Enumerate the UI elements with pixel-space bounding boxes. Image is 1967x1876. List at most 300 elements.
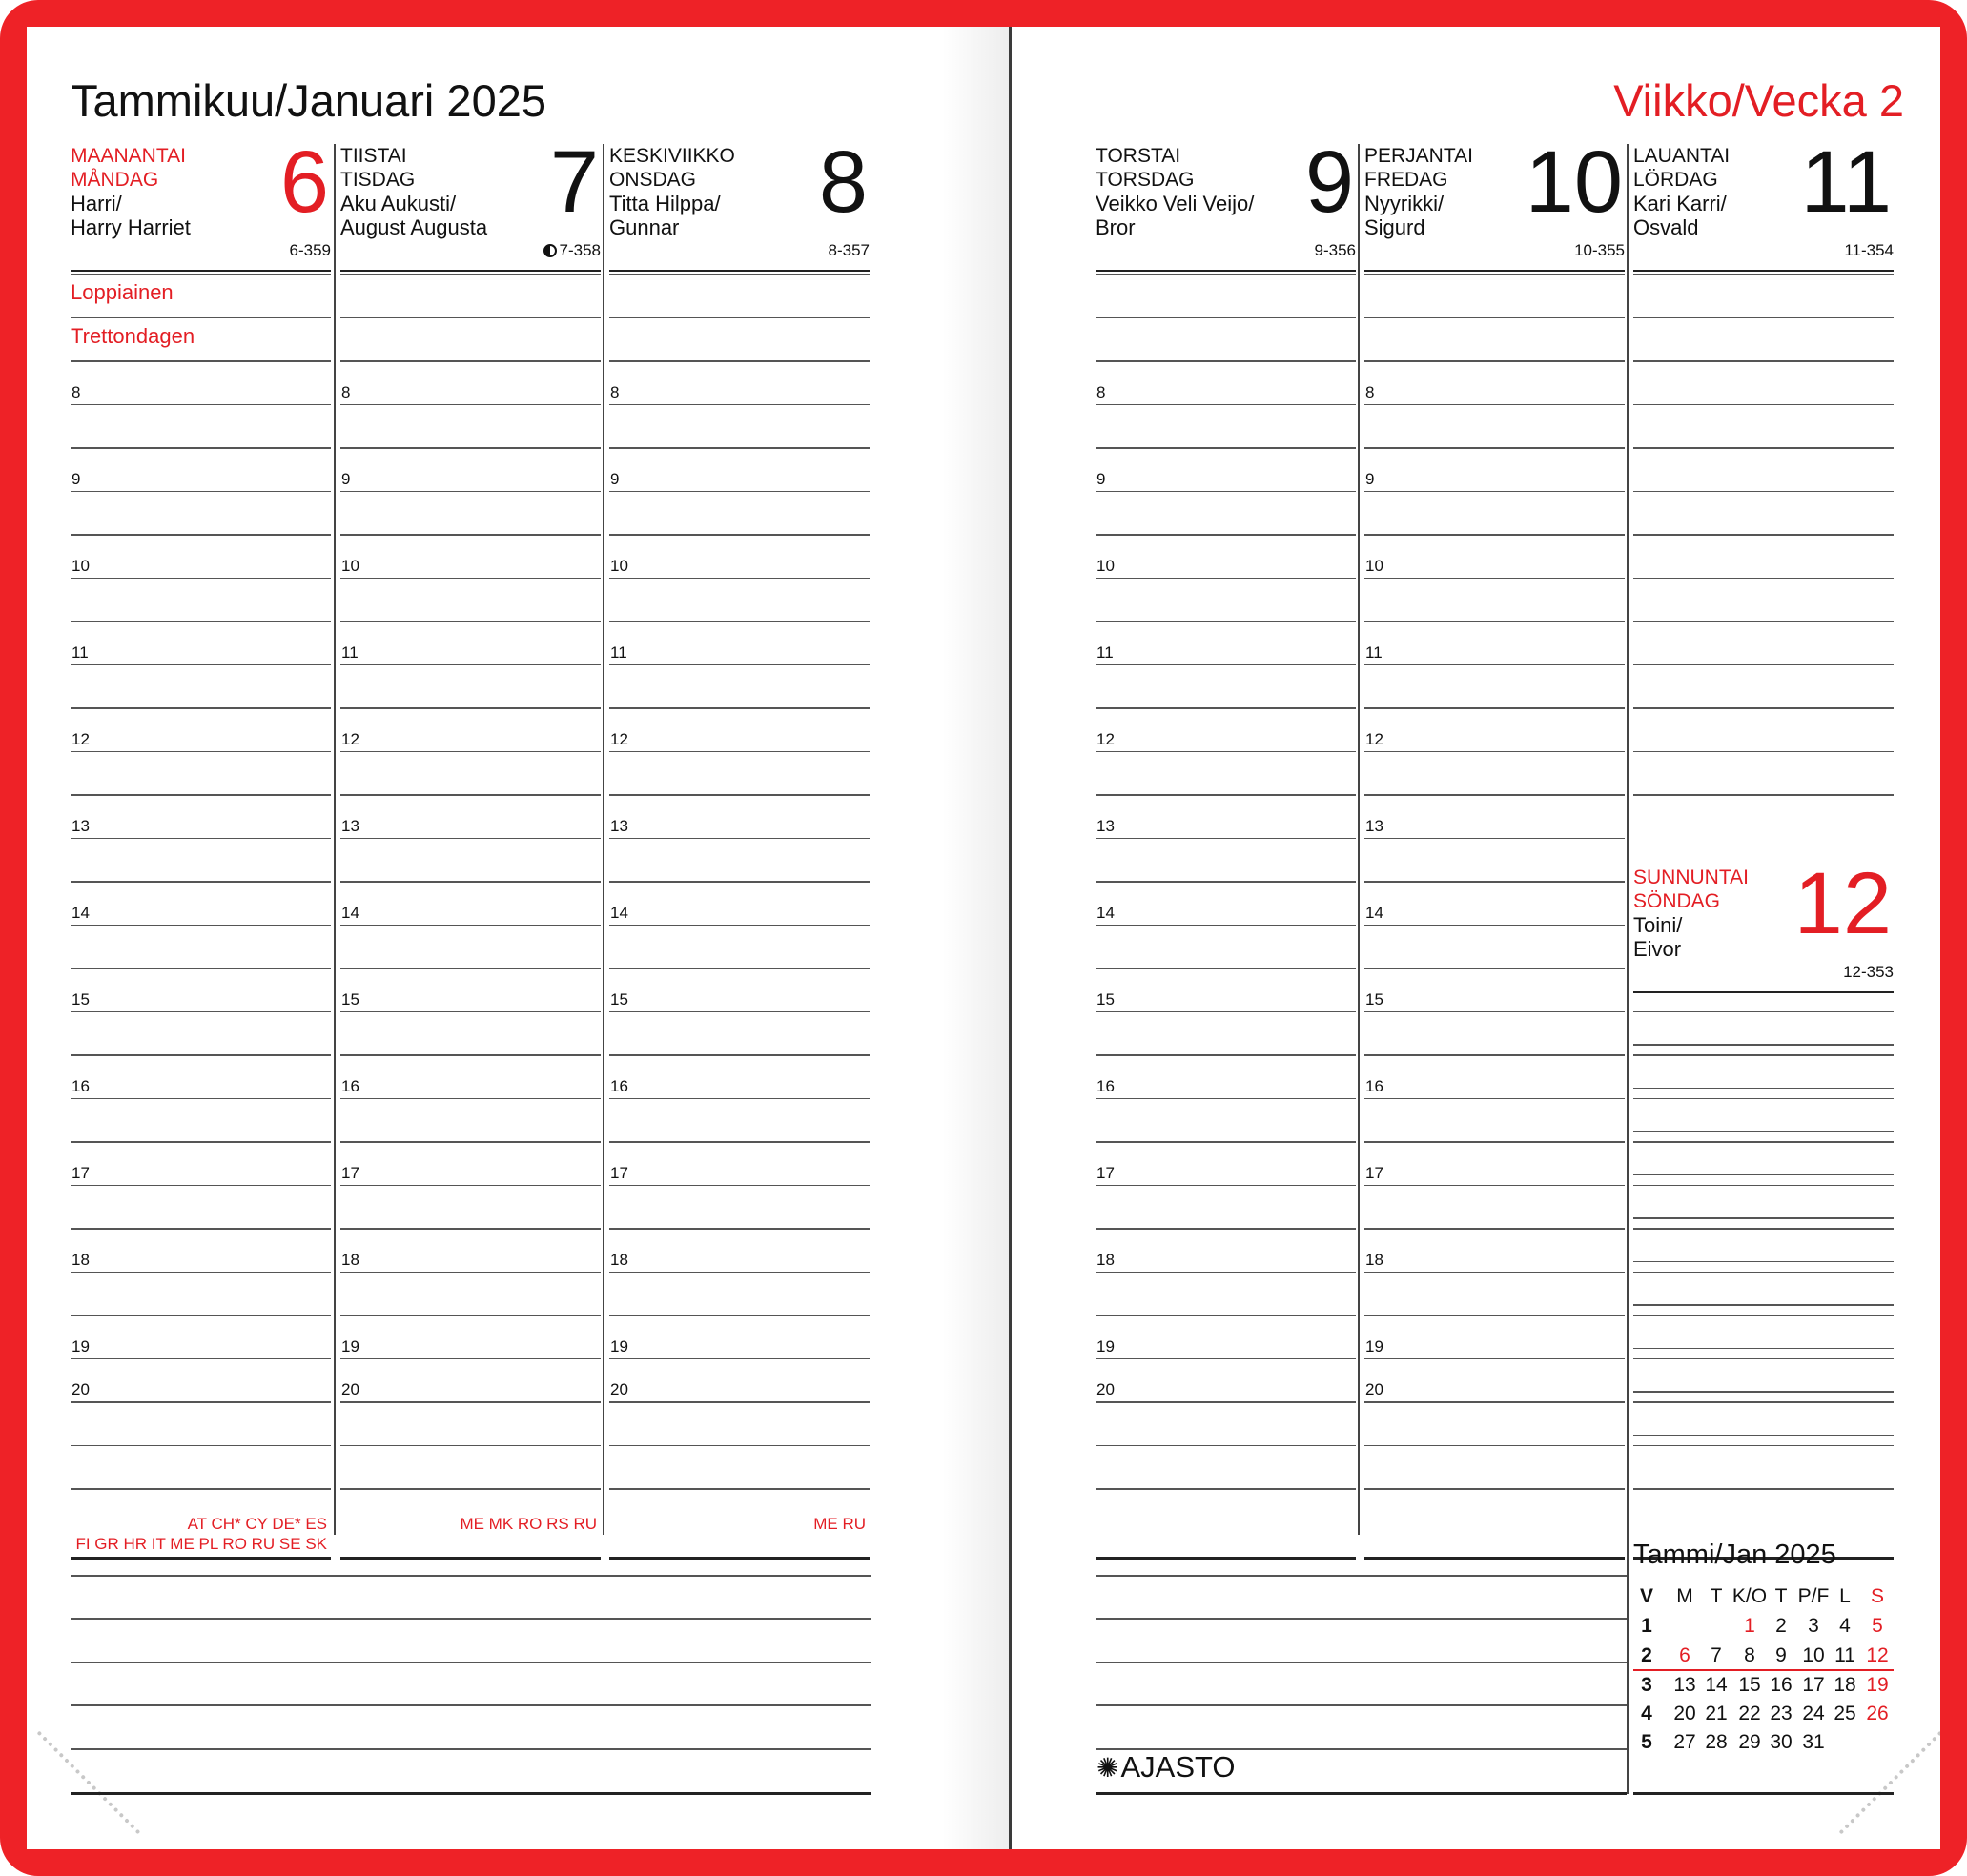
ruled-line bbox=[1633, 1348, 1894, 1350]
weekday-fi: LAUANTAI bbox=[1633, 145, 1731, 167]
name-day-fi: Titta Hilppa/ bbox=[609, 192, 721, 215]
ruled-line bbox=[340, 621, 601, 622]
ruled-line bbox=[340, 534, 601, 536]
mini-calendar-title: Tammi/Jan 2025 bbox=[1633, 1540, 1836, 1570]
ruled-line bbox=[71, 1401, 331, 1403]
hour-label: 8 bbox=[72, 382, 81, 401]
ruled-line bbox=[1364, 1011, 1625, 1013]
spine-shadow bbox=[942, 27, 1009, 1849]
ruled-line bbox=[609, 447, 870, 449]
ruled-line bbox=[71, 925, 331, 927]
ruled-line bbox=[71, 1054, 331, 1056]
ruled-line bbox=[71, 1011, 331, 1013]
ruled-line bbox=[1096, 360, 1356, 362]
ruled-line bbox=[1633, 1435, 1894, 1437]
ruled-line bbox=[1633, 534, 1894, 536]
ruled-line bbox=[340, 881, 601, 883]
corner-stitch-right bbox=[1839, 1731, 1940, 1835]
calendar-day-cell: 7 bbox=[1711, 1644, 1722, 1666]
ruled-line bbox=[609, 534, 870, 536]
ruled-line bbox=[1364, 317, 1625, 319]
day-number: 9 bbox=[1304, 133, 1354, 231]
calendar-day-cell: 27 bbox=[1673, 1731, 1696, 1753]
weekday-sv: SÖNDAG bbox=[1633, 890, 1721, 912]
ruled-line bbox=[1633, 1401, 1894, 1403]
notes-line bbox=[1096, 1662, 1627, 1663]
ruled-line bbox=[71, 1272, 331, 1274]
ruled-line bbox=[340, 925, 601, 927]
calendar-day-cell: 3 bbox=[1641, 1674, 1652, 1696]
ruled-line bbox=[609, 491, 870, 493]
notes-line bbox=[71, 1748, 871, 1750]
ruled-line bbox=[1633, 1174, 1894, 1176]
calendar-day-cell: 6 bbox=[1679, 1644, 1690, 1666]
ruled-line bbox=[1633, 707, 1894, 709]
corner-stitch-left bbox=[37, 1731, 141, 1835]
hour-label: 13 bbox=[1365, 816, 1383, 835]
hour-label: 13 bbox=[1096, 816, 1115, 835]
hour-label: 18 bbox=[610, 1250, 628, 1269]
name-day-fi: Toini/ bbox=[1633, 913, 1683, 937]
ruled-line bbox=[340, 1098, 601, 1100]
ruled-line bbox=[1633, 317, 1894, 319]
hour-label: 16 bbox=[610, 1076, 628, 1095]
hour-label: 20 bbox=[341, 1380, 359, 1398]
weekday-sv: ONSDAG bbox=[609, 169, 697, 191]
ruled-line bbox=[340, 491, 601, 493]
day-number: 12 bbox=[1793, 855, 1892, 952]
ruled-line bbox=[340, 578, 601, 580]
ruled-line bbox=[1364, 925, 1625, 927]
ruled-line bbox=[1364, 404, 1625, 406]
hour-label: 12 bbox=[72, 729, 90, 748]
hour-label: 14 bbox=[610, 903, 628, 922]
notes-line bbox=[71, 1618, 871, 1620]
calendar-header-cell: P/F bbox=[1797, 1585, 1830, 1607]
day-of-year-text: 8-357 bbox=[828, 241, 870, 259]
ruled-line bbox=[1364, 751, 1625, 753]
hour-label: 18 bbox=[1096, 1250, 1115, 1269]
ruled-line bbox=[71, 664, 331, 666]
hour-label: 19 bbox=[1365, 1336, 1383, 1356]
hour-label: 15 bbox=[341, 989, 359, 1009]
weekday-fi: TIISTAI bbox=[340, 145, 407, 167]
hour-label: 10 bbox=[1096, 556, 1115, 575]
countries-line-2: ME RU bbox=[813, 1515, 866, 1533]
ruled-line bbox=[340, 664, 601, 666]
ruled-line bbox=[1096, 1401, 1356, 1403]
ruled-line bbox=[71, 1358, 331, 1360]
day-header bbox=[340, 133, 601, 272]
ruled-line bbox=[1633, 1272, 1894, 1274]
calendar-day-cell: 3 bbox=[1808, 1615, 1819, 1637]
ruled-line bbox=[71, 1488, 331, 1490]
day-column bbox=[1096, 133, 1356, 1561]
ruled-line bbox=[1364, 1401, 1625, 1403]
calendar-day-cell: 26 bbox=[1866, 1703, 1889, 1724]
day-of-year bbox=[829, 241, 870, 260]
ruled-line bbox=[1633, 1261, 1894, 1263]
name-day-sv: Osvald bbox=[1633, 215, 1699, 239]
notes-line bbox=[1096, 1618, 1627, 1620]
notes-bottom-border bbox=[71, 1792, 871, 1795]
hour-label: 17 bbox=[1365, 1163, 1383, 1182]
calendar-day-cell: 23 bbox=[1770, 1703, 1793, 1724]
notes-line bbox=[71, 1704, 871, 1706]
ruled-line bbox=[1633, 1228, 1894, 1230]
ruled-line bbox=[1633, 1054, 1894, 1056]
ruled-line bbox=[1364, 794, 1625, 796]
week-title: Viikko/Vecka 2 bbox=[1613, 75, 1904, 126]
ruled-line bbox=[1364, 1315, 1625, 1316]
ruled-line bbox=[340, 1358, 601, 1360]
ruled-line bbox=[340, 1401, 601, 1403]
weekday-fi: KESKIVIIKKO bbox=[609, 145, 735, 167]
hour-label: 12 bbox=[1365, 729, 1383, 748]
ruled-line bbox=[609, 1272, 870, 1274]
ruled-line bbox=[1096, 881, 1356, 883]
calendar-day-cell: 8 bbox=[1744, 1644, 1755, 1666]
calendar-day-cell: 28 bbox=[1705, 1731, 1728, 1753]
ruled-line bbox=[1096, 578, 1356, 580]
ruled-line bbox=[71, 1098, 331, 1100]
day-column bbox=[1633, 133, 1894, 1561]
ruled-line bbox=[71, 1445, 331, 1447]
ruled-line bbox=[1633, 1011, 1894, 1013]
holiday-countries bbox=[813, 1514, 866, 1534]
hour-label: 10 bbox=[72, 556, 90, 575]
name-day-sv: August Augusta bbox=[340, 215, 488, 239]
ruled-line bbox=[1364, 360, 1625, 362]
day-number: 8 bbox=[818, 133, 868, 231]
calendar-day-cell: 17 bbox=[1802, 1674, 1825, 1696]
hour-label: 9 bbox=[1365, 469, 1375, 488]
hour-label: 19 bbox=[72, 1336, 90, 1356]
ruled-line bbox=[71, 751, 331, 753]
ruled-line bbox=[1633, 404, 1894, 406]
column-bottom-border bbox=[609, 1557, 870, 1560]
ruled-line bbox=[609, 1011, 870, 1013]
name-day-fi: Nyyrikki/ bbox=[1364, 192, 1445, 215]
countries-line-2: FI GR HR IT ME PL RO RU SE SK bbox=[75, 1535, 327, 1553]
ruled-line bbox=[609, 1445, 870, 1447]
calendar-header-cell: T bbox=[1710, 1585, 1723, 1607]
calendar-header-cell: S bbox=[1870, 1585, 1884, 1607]
ruled-line bbox=[1364, 534, 1625, 536]
calendar-day-cell: 5 bbox=[1872, 1615, 1883, 1637]
ruled-line bbox=[609, 274, 870, 275]
name-day-sv: Sigurd bbox=[1364, 215, 1425, 239]
ruled-line bbox=[609, 1315, 870, 1316]
ruled-line bbox=[71, 274, 331, 275]
calendar-day-cell: 10 bbox=[1802, 1644, 1825, 1666]
ruled-line bbox=[340, 317, 601, 319]
column-divider bbox=[603, 144, 604, 1535]
notes-line bbox=[1096, 1704, 1627, 1706]
day-of-year bbox=[1843, 963, 1894, 982]
weekday-sv: TISDAG bbox=[340, 169, 416, 191]
ruled-line bbox=[1633, 1217, 1894, 1219]
weekday-fi: TORSTAI bbox=[1096, 145, 1181, 167]
hour-label: 19 bbox=[610, 1336, 628, 1356]
calendar-header-cell: T bbox=[1774, 1585, 1788, 1607]
ruled-line bbox=[1096, 1054, 1356, 1056]
name-day-sv: Bror bbox=[1096, 215, 1136, 239]
ruled-line bbox=[71, 881, 331, 883]
calendar-header-cell: K/O bbox=[1731, 1585, 1768, 1607]
ruled-line bbox=[1633, 1391, 1894, 1393]
hour-label: 17 bbox=[341, 1163, 359, 1182]
ruled-line bbox=[71, 707, 331, 709]
ruled-line bbox=[1633, 794, 1894, 796]
ruled-line bbox=[609, 1488, 870, 1490]
ruled-line bbox=[1364, 838, 1625, 840]
ruled-line bbox=[71, 360, 331, 362]
day-of-year bbox=[290, 241, 331, 260]
ruled-line bbox=[340, 447, 601, 449]
ruled-line bbox=[1633, 274, 1894, 275]
ruled-line bbox=[71, 1141, 331, 1143]
month-title: Tammikuu/Januari 2025 bbox=[71, 75, 546, 126]
calendar-day-cell: 1 bbox=[1744, 1615, 1755, 1637]
hour-label: 11 bbox=[341, 642, 359, 662]
holiday-countries bbox=[460, 1514, 597, 1534]
hour-label: 12 bbox=[341, 729, 359, 748]
calendar-day-cell: 22 bbox=[1738, 1703, 1761, 1724]
day-of-year bbox=[543, 241, 601, 260]
hour-label: 20 bbox=[1096, 1380, 1115, 1398]
ruled-line bbox=[340, 360, 601, 362]
weekday-sv: LÖRDAG bbox=[1633, 169, 1718, 191]
ruled-line bbox=[1633, 1445, 1894, 1447]
weekday-sv: MÅNDAG bbox=[71, 169, 159, 191]
ruled-line bbox=[71, 534, 331, 536]
hour-label: 11 bbox=[1096, 642, 1114, 662]
ruled-line bbox=[1096, 664, 1356, 666]
weekday-sv: FREDAG bbox=[1364, 169, 1448, 191]
notes-line bbox=[71, 1662, 871, 1663]
weekday-fi: MAANANTAI bbox=[71, 145, 186, 167]
ruled-line bbox=[1364, 1488, 1625, 1490]
ruled-line bbox=[1633, 1358, 1894, 1360]
hour-label: 9 bbox=[1096, 469, 1106, 488]
weekday-sv: TORSDAG bbox=[1096, 169, 1195, 191]
column-divider bbox=[1358, 144, 1360, 1535]
hour-label: 14 bbox=[1365, 903, 1383, 922]
hour-label: 19 bbox=[1096, 1336, 1115, 1356]
ruled-line bbox=[340, 794, 601, 796]
column-bottom-border bbox=[71, 1557, 331, 1560]
ruled-line bbox=[609, 1141, 870, 1143]
ruled-line bbox=[1096, 1228, 1356, 1230]
hour-label: 19 bbox=[341, 1336, 359, 1356]
current-week-underline bbox=[1633, 1669, 1894, 1671]
hour-label: 15 bbox=[1096, 989, 1115, 1009]
ruled-line bbox=[71, 794, 331, 796]
ruled-line bbox=[1096, 1185, 1356, 1187]
hour-label: 10 bbox=[610, 556, 628, 575]
ruled-line bbox=[1633, 447, 1894, 449]
ruled-line bbox=[340, 1272, 601, 1274]
calendar-day-cell: 25 bbox=[1834, 1703, 1856, 1724]
hour-label: 20 bbox=[72, 1380, 90, 1398]
day-number: 6 bbox=[279, 133, 329, 231]
weekday-fi: PERJANTAI bbox=[1364, 145, 1473, 167]
ruled-line bbox=[609, 1228, 870, 1230]
ruled-line bbox=[1096, 1098, 1356, 1100]
hour-label: 11 bbox=[72, 642, 89, 662]
calendar-day-cell: 2 bbox=[1775, 1615, 1787, 1637]
hour-label: 12 bbox=[610, 729, 628, 748]
calendar-day-cell: 15 bbox=[1738, 1674, 1761, 1696]
calendar-day-cell: 18 bbox=[1834, 1674, 1856, 1696]
day-header bbox=[1364, 133, 1625, 272]
hour-label: 14 bbox=[72, 903, 90, 922]
hour-label: 18 bbox=[341, 1250, 359, 1269]
ruled-line bbox=[609, 881, 870, 883]
ruled-line bbox=[1096, 534, 1356, 536]
ruled-line bbox=[1096, 968, 1356, 969]
ruled-line bbox=[340, 1054, 601, 1056]
hour-label: 11 bbox=[610, 642, 627, 662]
ruled-line bbox=[71, 491, 331, 493]
ruled-line bbox=[1096, 404, 1356, 406]
ruled-line bbox=[1096, 1445, 1356, 1447]
day-of-year-text: 9-356 bbox=[1314, 241, 1356, 259]
ruled-line bbox=[1633, 1044, 1894, 1046]
ruled-line bbox=[1364, 1272, 1625, 1274]
ruled-line bbox=[71, 447, 331, 449]
calendar-day-cell: 21 bbox=[1705, 1703, 1728, 1724]
hour-label: 11 bbox=[1365, 642, 1383, 662]
ruled-line bbox=[609, 707, 870, 709]
ruled-line bbox=[1633, 491, 1894, 493]
hour-label: 10 bbox=[341, 556, 359, 575]
day-header bbox=[1633, 855, 1894, 993]
countries-line-1: AT CH* CY DE* ES bbox=[187, 1515, 327, 1533]
ruled-line bbox=[340, 404, 601, 406]
ruled-line bbox=[1096, 447, 1356, 449]
hour-label: 13 bbox=[610, 816, 628, 835]
calendar-day-cell: 31 bbox=[1802, 1731, 1825, 1753]
ruled-line bbox=[71, 317, 331, 319]
calendar-header-cell: L bbox=[1839, 1585, 1851, 1607]
ruled-line bbox=[1364, 968, 1625, 969]
ruled-line bbox=[1364, 664, 1625, 666]
day-of-year-text: 10-355 bbox=[1574, 241, 1625, 259]
ruled-line bbox=[1364, 447, 1625, 449]
calendar-day-cell: 14 bbox=[1705, 1674, 1728, 1696]
calendar-day-cell: 4 bbox=[1839, 1615, 1851, 1637]
ruled-line bbox=[1364, 491, 1625, 493]
ruled-line bbox=[1096, 838, 1356, 840]
hour-label: 18 bbox=[72, 1250, 90, 1269]
hour-label: 13 bbox=[72, 816, 90, 835]
ruled-line bbox=[609, 1358, 870, 1360]
ruled-line bbox=[1364, 1054, 1625, 1056]
ruled-line bbox=[609, 578, 870, 580]
ruled-line bbox=[1633, 664, 1894, 666]
ruled-line bbox=[1633, 621, 1894, 622]
calendar-day-cell: 5 bbox=[1641, 1731, 1652, 1753]
ruled-line bbox=[340, 1445, 601, 1447]
ruled-line bbox=[71, 1185, 331, 1187]
day-column bbox=[1364, 133, 1625, 1561]
ruled-line bbox=[1633, 1315, 1894, 1316]
ruled-line bbox=[1096, 751, 1356, 753]
ruled-line bbox=[71, 621, 331, 622]
notes-line bbox=[1096, 1575, 1627, 1577]
ruled-line bbox=[1633, 578, 1894, 580]
notes-bottom-border bbox=[1096, 1792, 1627, 1795]
ruled-line bbox=[1096, 1272, 1356, 1274]
name-day-sv: Eivor bbox=[1633, 937, 1682, 961]
ruled-line bbox=[609, 360, 870, 362]
calendar-day-cell: 30 bbox=[1770, 1731, 1793, 1753]
ruled-line bbox=[71, 404, 331, 406]
column-bottom-border bbox=[340, 1557, 601, 1560]
hour-label: 17 bbox=[1096, 1163, 1115, 1182]
name-day-fi: Kari Karri/ bbox=[1633, 192, 1727, 215]
hour-label: 9 bbox=[341, 469, 351, 488]
hour-label: 15 bbox=[72, 989, 90, 1009]
brand-name: AJASTO bbox=[1120, 1750, 1236, 1784]
ruled-line bbox=[1633, 1131, 1894, 1132]
calendar-day-cell: 12 bbox=[1866, 1644, 1889, 1666]
ruled-line bbox=[1364, 578, 1625, 580]
day-header bbox=[71, 133, 331, 272]
countries-line-2: ME MK RO RS RU bbox=[460, 1515, 597, 1533]
ruled-line bbox=[1364, 1228, 1625, 1230]
ruled-line bbox=[71, 968, 331, 969]
ruled-line bbox=[1096, 317, 1356, 319]
name-day-fi: Harri/ bbox=[71, 192, 122, 215]
ruled-line bbox=[1633, 1304, 1894, 1306]
ruled-line bbox=[609, 621, 870, 622]
day-of-year-text: 12-353 bbox=[1843, 963, 1894, 981]
ruled-line bbox=[1364, 621, 1625, 622]
ruled-line bbox=[71, 578, 331, 580]
hour-label: 8 bbox=[1096, 382, 1106, 401]
ruled-line bbox=[340, 838, 601, 840]
calendar-day-cell: 9 bbox=[1775, 1644, 1787, 1666]
ruled-line bbox=[609, 968, 870, 969]
calendar-day-cell: 20 bbox=[1673, 1703, 1696, 1724]
ruled-line bbox=[1096, 925, 1356, 927]
day-number: 10 bbox=[1525, 133, 1623, 231]
spine-divider bbox=[1009, 27, 1012, 1849]
day-number: 11 bbox=[1800, 133, 1892, 231]
ruled-line bbox=[1364, 1185, 1625, 1187]
calendar-day-cell: 16 bbox=[1770, 1674, 1793, 1696]
ruled-line bbox=[71, 1228, 331, 1230]
ruled-line bbox=[340, 274, 601, 275]
hour-label: 15 bbox=[1365, 989, 1383, 1009]
ruled-line bbox=[609, 794, 870, 796]
ruled-line bbox=[1364, 1445, 1625, 1447]
day-of-year bbox=[1574, 241, 1625, 260]
day-of-year bbox=[1844, 241, 1894, 260]
day-header bbox=[609, 133, 870, 272]
day-of-year bbox=[1315, 241, 1356, 260]
column-bottom-border bbox=[1364, 1557, 1625, 1560]
ruled-line bbox=[1633, 751, 1894, 753]
ruled-line bbox=[340, 1315, 601, 1316]
hour-label: 12 bbox=[1096, 729, 1115, 748]
day-of-year-text: 7-358 bbox=[559, 241, 601, 259]
hour-label: 16 bbox=[1096, 1076, 1115, 1095]
hour-label: 8 bbox=[610, 382, 620, 401]
